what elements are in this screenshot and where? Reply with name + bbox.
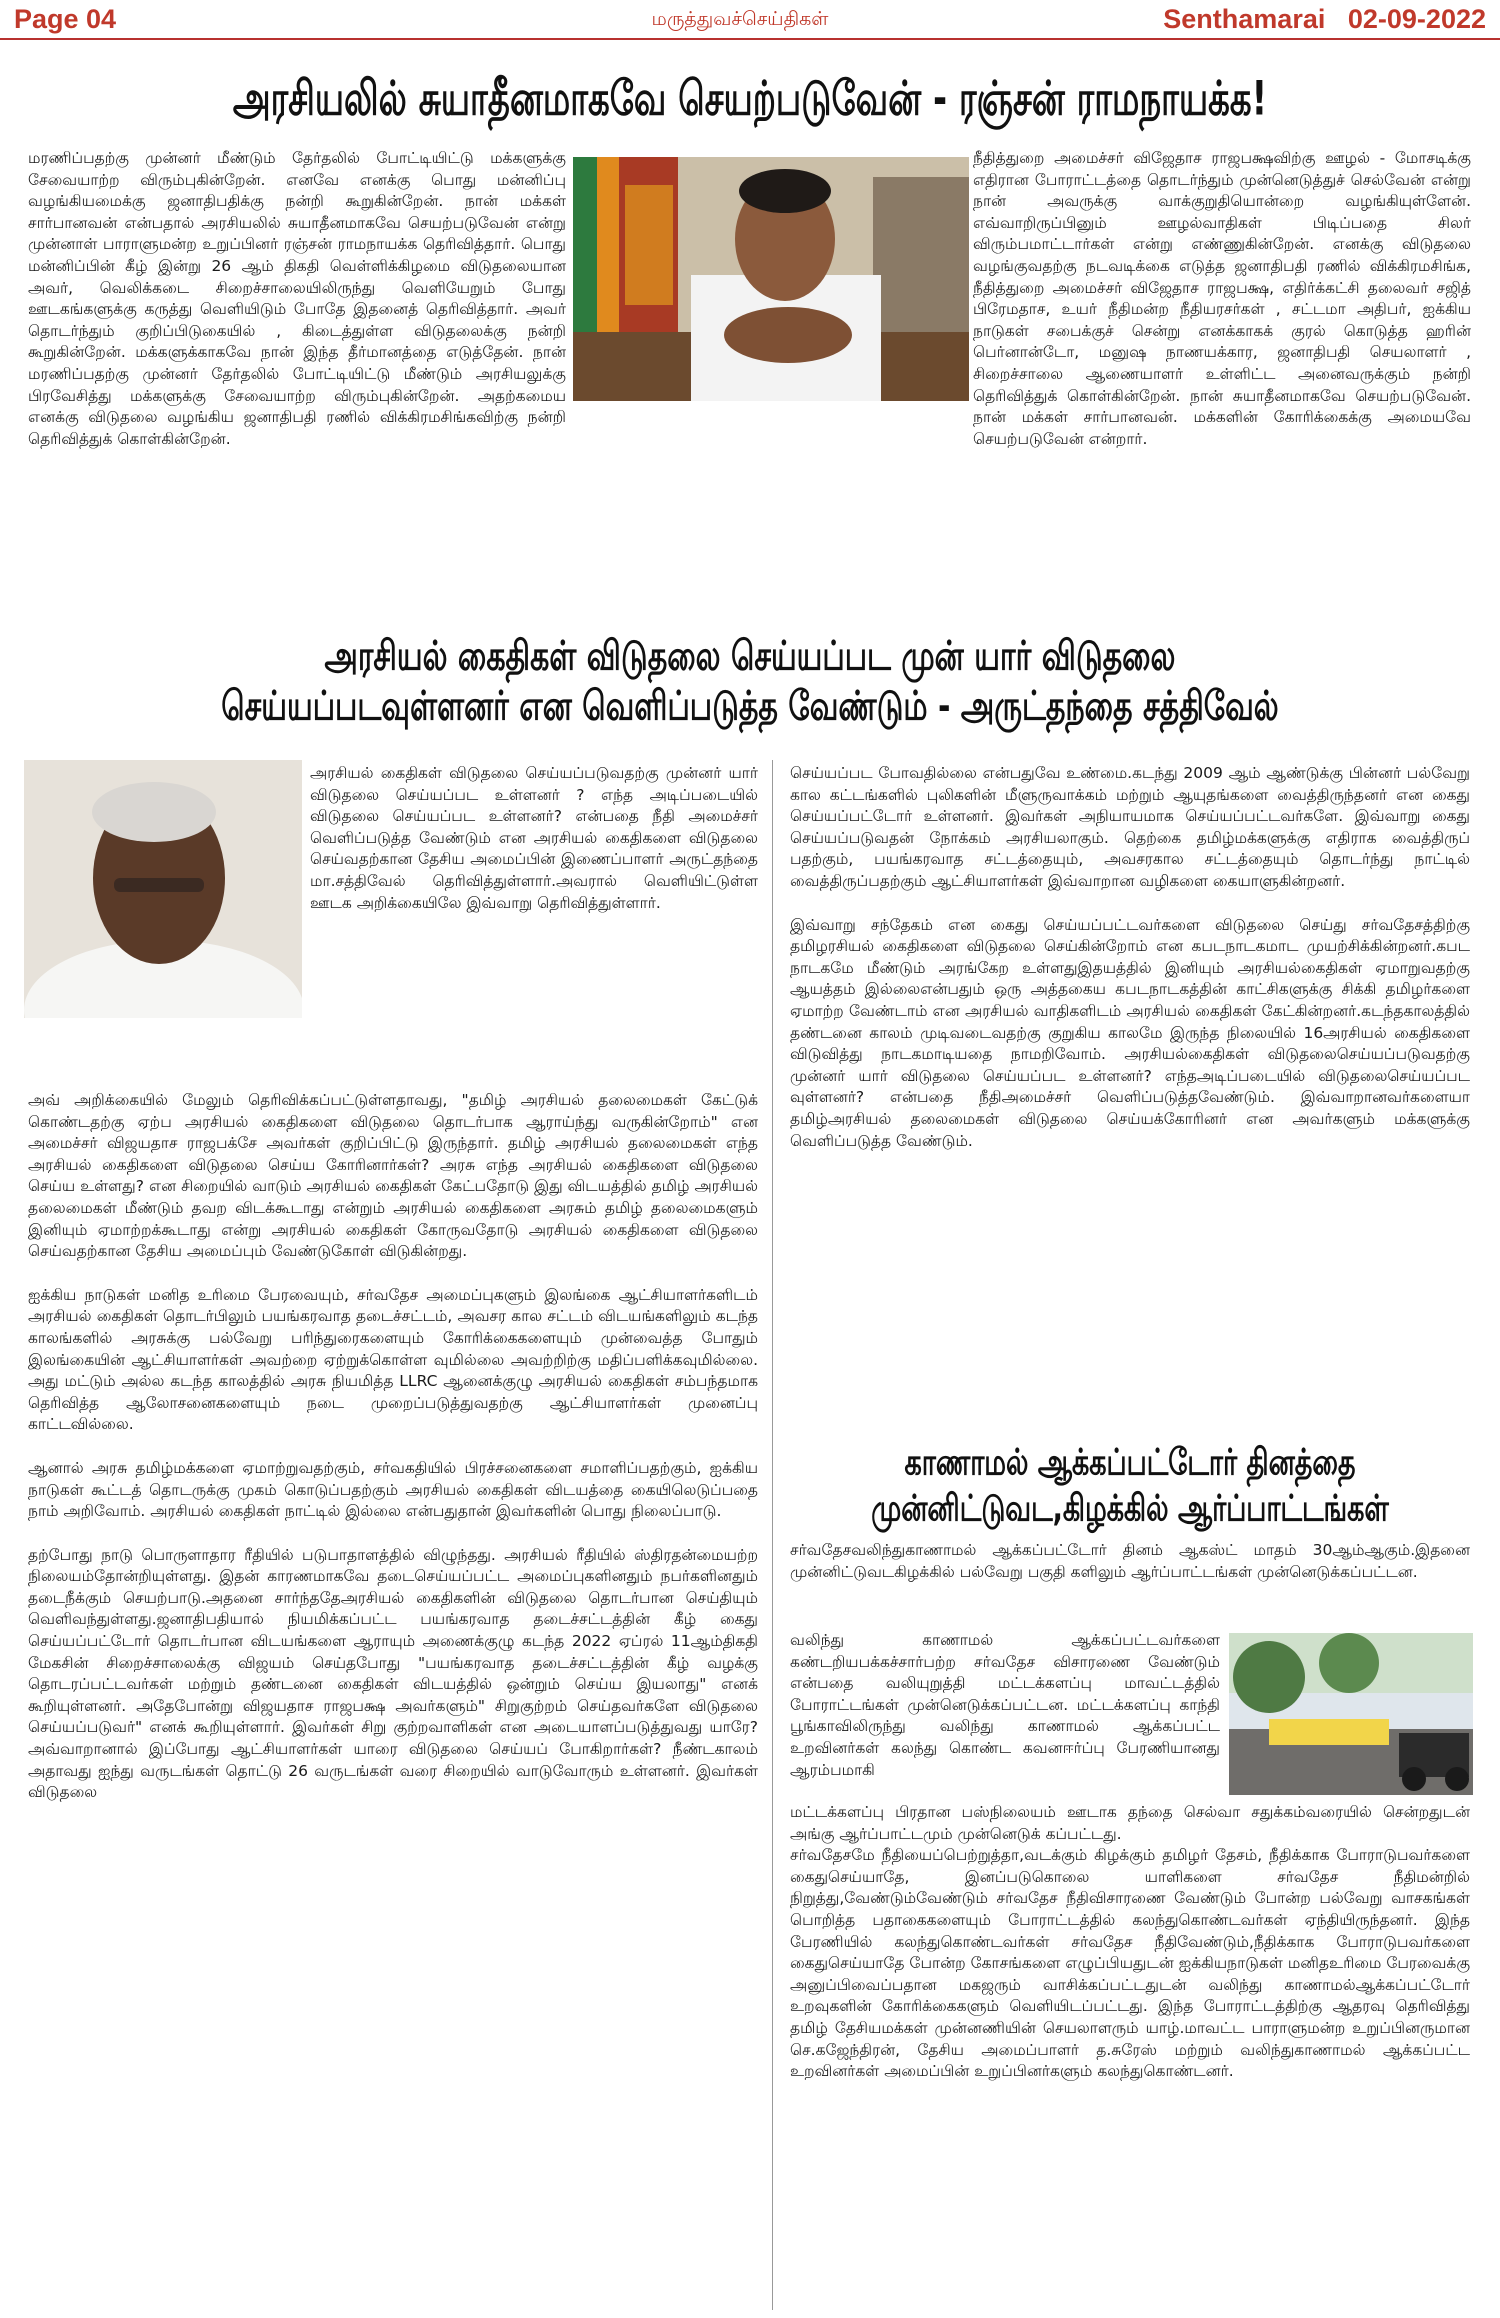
article3-headline-line1: காணாமல் ஆக்கப்பட்டோர் தினத்தை	[904, 1441, 1356, 1484]
article1-photo	[573, 157, 969, 401]
article2-headline-line1: அரசியல் கைதிகள் விடுதலை செய்யப்பட முன் யார் விடுதலை	[324, 633, 1176, 681]
article2-intro	[310, 763, 758, 914]
article3-headline-line2: முன்னிட்டுவட,கிழக்கில் ஆர்ப்பாட்டங்கள்	[871, 1487, 1389, 1530]
article1-left-column	[28, 148, 566, 450]
issue-date: 02-09-2022	[1347, 4, 1486, 34]
page-header	[0, 0, 1500, 40]
article2-headline-line2: செய்யப்படவுள்ளனர் என வெளிப்படுத்த வேண்டும் - அருட்தந்தை சத்திவேல்	[221, 683, 1279, 731]
article3-paragraph: சர்வதேசமே நீதியைப்பெற்றுத்தா,வடக்கும் கிழக்கும் தமிழர் தேசம், நீதிக்காக போராடுபவர்களை கைதுசெய்யாதே, இனப்படுகொலை யாளிகளை சர்வதேச நீதிமன்றில் நிறுத்து,வேண்டும்வேண்டும் சர்வதேச நீதிவிசாரணை வேண்டும் போன்ற பல்வேறு வாசகங்கள் பொறித்த பதாகைகளையும் போராட்டத்தில் கலந்துகொண்டவர்கள் ஏந்தியிருந்தனர். இந்த பேரணியில் கலந்துகொண்டவர்கள் சர்வதேச நீதிவேண்டும்,நீதிக்காக போராடுபவர்களை கைதுசெய்யாதே போன்ற கோசங்களை எழுப்பியதுடன் ஐக்கியநாடுகள் மனிதஉரிமை பேரவைக்கு அனுப்பிவைப்பதான மகஜரும் வாசிக்கப்பட்டதுடன் வலிந்து காணாமல்ஆக்கப்பட்டோர் உறவுகளின் கோரிக்கைகளும் வெளியிடப்பட்டது. இந்த போராட்டத்திற்கு ஆதரவு தெரிவித்து தமிழ் தேசியமக்கள் முன்னணியின் செயலாளரும் யாழ்.மாவட்ட பாராளுமன்ற உறுப்பினருமான செ.கஜேந்திரன், தேசிய அமைப்பாளர் த.சுரேஸ் மற்றும் வலிந்துகாணாமல் ஆக்கப்பட்ட உறவினர்கள் அமைப்பின் உறுப்பினர்களும் கலந்துகொண்டனர்.	[790, 1846, 1470, 2081]
article3-wrap	[790, 1630, 1220, 1781]
protest-photo	[1229, 1633, 1473, 1795]
article1-right-paragraph: நீதித்துறை அமைச்சர் விஜேதாச ராஜபக்ஷவிற்கு ஊழல் - மோசடிக்கு எதிரான போராட்டத்தை தொடர்ந்தும் முன்னெடுத்துச் செல்வேன் என்று நான் அவருக்கு வாக்குறுதியொன்றை வழங்கியுள்ளேன். எவ்வாறிருப்பினும் ஊழல்வாதிகள் பிடிப்பதை சிலர் விரும்பமாட்டார்கள் என்று எண்ணுகின்றேன். எனக்கு விடுதலை வழங்குவதற்கு நடவடிக்கை எடுத்த ஜனாதிபதி ரணில் விக்கிரமசிங்க, நீதித்துறை அமைச்சர் விஜேதாச ராஜபக்ஷ, எதிர்க்கட்சி தலைவர் சஜித் பிரேமதாச, உயர் நீதிமன்ற நீதியரசர்கள் , சட்டமா அதிபர், ஐக்கிய நாடுகள் சபைக்குச் சென்று எனக்காகக் குரல் கொடுத்த ஹரின் பெர்னான்டோ, மனுஷ நாணயக்கார, ஜனாதிபதி செயலாளர் , சிறைச்சாலை ஆணையாளர் உள்ளிட்ட அனைவருக்கும் நன்றி தெரிவித்துக் கொள்கின்றேன். நான் சுயாதீனமாகவே செயற்படுவேன். நான் மக்கள் சார்பானவன். மக்களின் கோரிக்கைக்கு அமையவே செயற்படுவேன் என்றார்.	[973, 149, 1471, 448]
article2-photo	[24, 760, 302, 1018]
column-divider	[772, 760, 773, 2310]
article3-photo	[1229, 1633, 1473, 1795]
article3-paragraph: மட்டக்களப்பு பிரதான பஸ்நிலையம் ஊடாக தந்தை செல்வா சதுக்கம்வரையில் சென்றதுடன் அங்கு ஆர்ப்பாட்டமும் முன்னெடுக் கப்பட்டது.	[790, 1803, 1470, 1843]
article2-left-paragraph: தற்போது நாடு பொருளாதார ரீதியில் படுபாதாளத்தில் விழுந்தது. அரசியல் ரீதியில் ஸ்திரதன்மையற்ற நிலையம்தோன்றியுள்ளது. இதன் காரணமாகவே தடைசெய்யப்பட்ட அமைப்புகளினதும் நபர்களினதும் தடைநீக்கும் செயற்பாடு.அதனை சார்ந்ததேஅரசியல் கைதிகளின் விடுதலை தொடர்பான செய்தியும் வெளிவந்துள்ளது.ஜனாதிபதியால் நியமிக்கப்பட்ட பயங்கரவாத தடைச்சட்டத்தின் கீழ் கைது செய்யப்பட்டோர் தொடர்பான விடயங்களை ஆராயும் அணைக்குழு கடந்த 2022 ஏப்ரல் 11ஆம்திகதி மேகசின் சிறைச்சாலைக்கு விஜயம் செய்தபோது "பயங்கரவாத தடைச்சட்டத்தின் கீழ் வழக்கு தொடரப்பட்டவர்கள் மற்றும் தண்டனை கைதிகள் விடயத்தில் ஒன்றும் செய்ய இயலாது" எனக் கூறியுள்ளனர். அதேபோன்று விஜயதாச ராஜபக்ஷ அவர்களும்" சிறுகுற்றம் செய்தவர்களே விடுதலை செய்யப்படுவர்" எனக் கூறியுள்ளார். இவர்கள் சிறு குற்றவாளிகள் என அடையாளப்படுத்துவது யாரே? அவ்வாறானால் இப்போது ஆட்சியாளர்கள் யாரை விடுதலை செய்யப் போகிறார்கள்? நீண்டகாலம் அதாவது ஐந்து வருடங்கள் தொட்டு 26 வருடங்கள் வரை சிறையில் வாடுவோரும் உள்ளனர். இவர்கள் விடுதலை	[28, 1545, 758, 1802]
article1-left-paragraph: மரணிப்பதற்கு முன்னர் மீண்டும் தேர்தலில் போட்டியிட்டு மக்களுக்கு சேவையாற்ற விரும்புகின்றேன். எனவே எனக்கு பொது மன்னிப்பு வழங்கியமைக்கு ஜனாதிபதிக்கு நன்றி கூறுகின்றேன். நான் மக்கள் சார்பானவன் என்பதால் அரசியலில் சுயாதீனமாகவே செயற்படுவேன் என்று முன்னாள் பாராளுமன்ற உறுப்பினர் ரஞ்சன் ராமநாயக்க தெரிவித்தார். பொது மன்னிப்பின் கீழ் இன்று 26 ஆம் திகதி வெள்ளிக்கிழமை விடுதலையான அவர், வெலிக்கடை சிறைச்சாலையிலிருந்து வெளியேறும் போது ஊடகங்களுக்கு கருத்து வெளியிடும் போதே இதனைத் தெரிவித்தார். அவர் தொடர்ந்தும் குறிப்பிடுகையில் , கிடைத்துள்ள விடுதலைக்கு நன்றி கூறுகின்றேன். மக்களுக்காகவே நான் இந்த தீர்மானத்தை எடுத்தேன். நான் மரணிப்பதற்கு முன்னர் தேர்தலில் போட்டியிட்டு மீண்டும் அரசியலுக்கு பிரவேசித்து மக்களுக்கு சேவையாற்ற விரும்புகின்றேன். அதற்கமைய எனக்கு விடுதலை வழங்கிய ஜனாதிபதி ரணில் விக்கிரமசிங்கவிற்கு நன்றி தெரிவித்துக் கொள்கின்றேன்.	[28, 149, 566, 448]
page-number: Page 04	[14, 4, 117, 34]
article2-right-column	[790, 763, 1470, 1152]
article1-right-column	[973, 148, 1471, 450]
article2-right-paragraph: இவ்வாறு சந்தேகம் என கைது செய்யப்பட்டவர்களை விடுதலை செய்து சர்வதேசத்திற்கு தமிழரசியல் கைதிகளை விடுதலை செய்கின்றோம் என கபடநாடகமாட முயற்சிக்கின்றனர்.கபட நாடகமே மீண்டும் அரங்கேற உள்ளதுஇதயத்தில் இனியும் அரசியல்கைதிகள் ஏமாறுவதற்கு ஆயத்தம் இல்லைஎன்பதும் ஒரு அத்தகைய கபடநாடகத்தின் காட்சிகளுக்கு சிக்கி தமிழர்களை ஏமாற்ற வேண்டாம் என அரசியல் வாதிகளிடம் அரசியல் கைதிகள் கேட்கின்றனர்.கடந்தகாலத்தில் தண்டனை காலம் முடிவடைவதற்கு குறுகிய காலமே இருந்த நிலையில் 16அரசியல் கைதிகளை விடுவித்து நாடகமாடியதை நாமறிவோம். அரசியல்கைதிகள் விடுதலைசெய்யப்படுவதற்கு முன்னர் யார் விடுதலை செய்யப்பட உள்ளனர்? எந்தஅடிப்படையில் விடுதலைசெய்யப்பட வுள்ளனர்? என்பதை நீதிஅமைச்சர் வெளிப்படுத்தவேண்டும். இவ்வாறானவர்களையா தமிழ்அரசியல் தலைமைகள் விடுதலை செய்யக்கோரினர் என அவர்களும் மக்களுக்கு வெளிப்படுத்த வேண்டும்.	[790, 915, 1470, 1150]
ranjan-ramanayake-portrait	[573, 157, 969, 401]
article3-lead-paragraph: சர்வதேசவலிந்துகாணாமல் ஆக்கப்பட்டோர் தினம் ஆகஸ்ட் மாதம் 30ஆம்ஆகும்.இதனை முன்னிட்டுவடகிழக்கில் பல்வேறு பகுதி களிலும் ஆர்ப்பாட்டங்கள் முன்னெடுக்கப்பட்டன.	[790, 1541, 1470, 1581]
article1-headline: அரசியலில் சுயாதீனமாகவே செயற்படுவேன் - ரஞ்சன் ராமநாயக்க!	[232, 71, 1268, 128]
article2-left-paragraph: ஆனால் அரசு தமிழ்மக்களை ஏமாற்றுவதற்கும், சர்வகதியில் பிரச்சனைகளை சமாளிப்பதற்கும், ஐக்கிய நாடுகள் கூட்டத் தொடருக்கு முகம் கொடுப்பதற்கும் அரசியல் கைதிகள் விடயத்தை கையிலெடுப்பதை நாம் அறிவோம். அரசியல் கைதிகள் நாட்டில் இல்லை என்பதுதான் இவர்களின் பொது நிலைப்பாடு.	[28, 1458, 758, 1521]
article3-body	[790, 1802, 1470, 2083]
sathivel-portrait	[24, 760, 302, 1018]
article3-lead	[790, 1540, 1470, 1583]
article2-left-column	[28, 1090, 758, 1804]
article2-left-paragraph: அவ் அறிக்கையில் மேலும் தெரிவிக்கப்பட்டுள்ளதாவது, "தமிழ் அரசியல் தலைமைகள் கேட்டுக் கொண்டதற்கு ஏற்ப அரசியல் கைதிகளை விடுதலை தொடர்பாக ஆராய்ந்து வருகின்றோம்" என அமைச்சர் விஜயதாச ராஜபக்சே அவர்கள் குறிப்பிட்டு இருந்தார். தமிழ் அரசியல் தலைமைகள் எந்த அரசியல் கைதிகளை விடுதலை செய்ய கோரினார்கள்? அரசு எந்த அரசியல் கைதிகளை விடுதலை செய்ய உள்ளது? என சிறையில் வாடும் அரசியல் கைதிகள் கேட்பதோடு இது விடயத்தில் தமிழ் அரசியல் தலைமைகள் மீண்டும் தவற விடக்கூடாது என்றும் அரசியல் கைதிகளை அரசும் தமிழ் தலைமைகளும் இனியும் ஏமாற்றக்கூடாது என்று அரசியல் கைதிகள் கோருவதோடு அரசியல் கைதிகளை விடுதலை செய்வதற்கான தேசிய அமைப்பும் வேண்டுகோள் விடுகின்றது.	[28, 1091, 758, 1261]
article2-left-paragraph: ஐக்கிய நாடுகள் மனித உரிமை பேரவையும், சர்வதேச அமைப்புகளும் இலங்கை ஆட்சியாளர்களிடம் அரசியல் கைதிகள் தொடர்பிலும் பயங்கரவாத தடைச்சட்டம், அவசர கால சட்டம் விடயங்களிலும் கடந்த காலங்களில் அரசுக்கு பல்வேறு பரிந்துரைகளையும் கோரிக்கைகளையும் முன்வைத்த போதும் இலங்கையின் ஆட்சியாளர்கள் அவற்றை ஏற்றுக்கொள்ள வுமில்லை அவற்றிற்கு மதிப்பளிக்கவுமில்லை. அது மட்டும் அல்ல கடந்த காலத்தில் அரசு நியமித்த LLRC ஆனைக்குழு அரசியல் கைதிகள் சம்பந்தமாக தெரிவித்த ஆலோசனைகளையும் நடை முறைப்படுத்துவதற்கு ஆட்சியாளர்கள் முனைப்பு காட்டவில்லை.	[28, 1285, 758, 1434]
article2-right-paragraph: செய்யப்பட போவதில்லை என்பதுவே உண்மை.கடந்து 2009 ஆம் ஆண்டுக்கு பின்னர் பல்வேறு கால கட்டங்களில் புலிகளின் மீளுருவாக்கம் மற்றும் ஆயுதங்களை வைத்திருந்தனர் என கைது செய்யப்பட்டோர் உள்ளனர். இவர்கள் அநியாயமாக செய்யப்பட்டவர்களே. இவ்வாறு கைது செய்யப்படுவதன் நோக்கம் அரசியலாகும். தெற்கை தமிழ்மக்களுக்கு எதிராக வைத்திருப் பதற்கும், பயங்கரவாத சட்டத்தையும், அவசரகால சட்டத்தையும் தொடர்ந்து நாட்டில் வைத்திருப்பதற்கும் ஆட்சியாளர்கள் இவ்வாறான வழிகளை கையாளுகின்றனர்.	[790, 764, 1470, 890]
publication-date-line	[1163, 4, 1486, 35]
section-title: மருத்துவச்செய்திகள்	[651, 8, 829, 30]
article2-intro-paragraph: அரசியல் கைதிகள் விடுதலை செய்யப்படுவதற்கு முன்னர் யார் விடுதலை செய்யப்பட உள்ளனர் ? எந்த அடிப்படையில் விடுதலை செய்யப்பட உள்ளனர்? என்பதை நீதி அமைச்சர் வெளிப்படுத்த வேண்டும் என அரசியல் கைதிகளை விடுதலை செய்வதற்கான தேசிய அமைப்பின் இணைப்பாளர் அருட்தந்தை மா.சத்திவேல் தெரிவித்துள்ளார்.அவரால் வெளியிட்டுள்ள ஊடக அறிக்கையிலே இவ்வாறு தெரிவித்துள்ளார்.	[310, 764, 758, 912]
publication-name: Senthamarai	[1163, 4, 1326, 34]
article3-wrap-paragraph: வலிந்து காணாமல் ஆக்கப்பட்டவர்களை கண்டறியபக்கச்சார்பற்ற சர்வதேச விசாரணை வேண்டும் என்பதை வலியுறுத்தி மட்டக்களப்பு மாவட்டத்தில் போராட்டங்கள் முன்னெடுக்கப்பட்டன. மட்டக்களப்பு காந்தி பூங்காவிலிருந்து வலிந்து காணாமல் ஆக்கப்பட்ட உறவினர்கள் கலந்து கொண்ட கவனஈர்ப்பு பேரணியானது ஆரம்பமாகி	[790, 1631, 1220, 1779]
